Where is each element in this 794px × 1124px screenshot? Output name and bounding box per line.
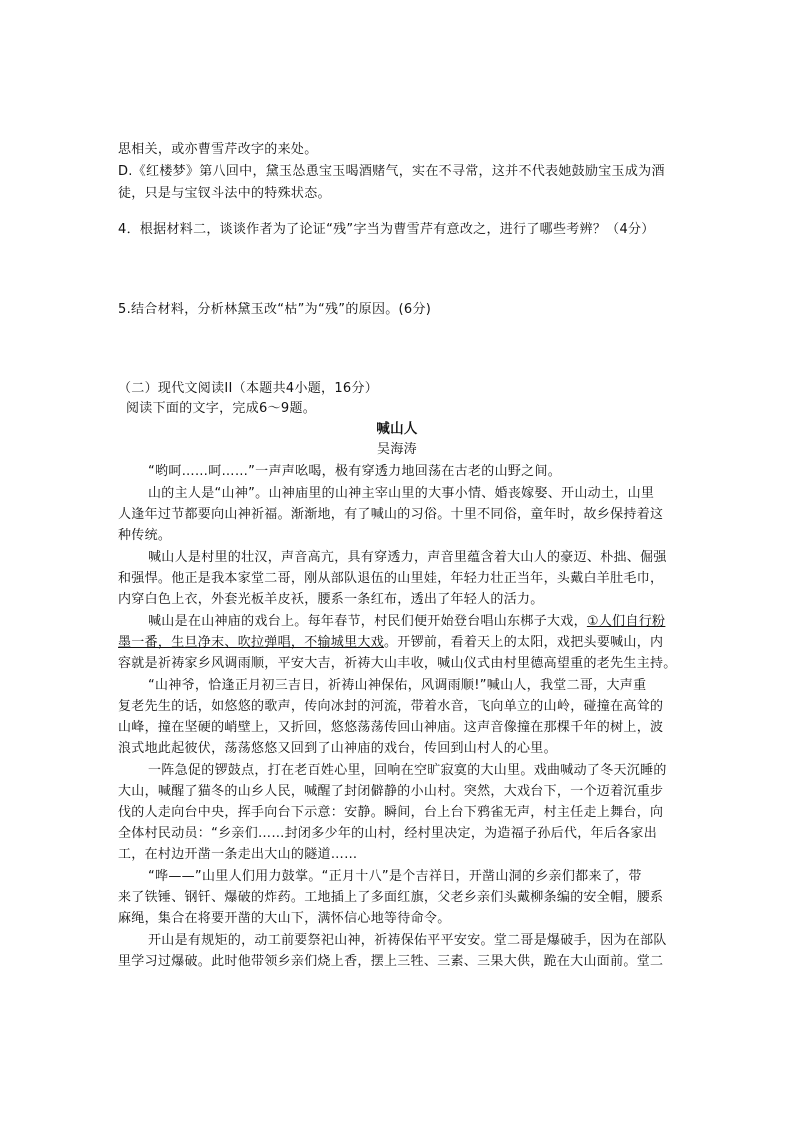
section-instruction: 阅读下面的文字，完成6～9题。	[126, 401, 317, 416]
paragraph-3-line: 和强悍。他正是我本家堂二哥，刚从部队退伍的山里娃，年轻力壮正当年，头戴白羊肚毛巾，	[118, 571, 664, 586]
q3-option-d-line-1: D.《红楼梦》第八回中，黛玉怂恿宝玉喝酒赌气，实在不寻常，这并不代表她鼓励宝玉成为酒	[118, 164, 665, 179]
q3-option-d-line-2: 徒，只是与宝钗斗法中的特殊状态。	[118, 186, 331, 201]
paragraph-2-line: 种传统。	[118, 528, 172, 543]
paragraph-2-line: 人逢年过节都要向山神祈福。渐渐地，有了喊山的习俗。十里不同俗，童年时，故乡保持着这	[118, 507, 664, 522]
paragraph-6-line: 工，在村边开凿一条走出大山的隧道……	[118, 847, 358, 862]
paragraph-8-line: 开山是有规矩的，动工前要祭祀山神，祈祷保佑平平安安。堂二哥是爆破手，因为在部队	[148, 933, 667, 948]
paragraph-6-line: 大山，喊醒了猫冬的山乡人民，喊醒了封闭僻静的小山村。突然，大戏台下，一个迈着沉重步	[118, 784, 664, 799]
underlined-sentence-1: ①人们自行粉	[586, 614, 666, 629]
paragraph-5-line: 山峰，撞在坚硬的峭壁上，又折回，悠悠荡荡传回山神庙。这声音像撞在那棵千年的树上，波	[118, 720, 664, 735]
article-author: 吴海涛	[377, 442, 417, 457]
q3-option-c-tail: 思相关，或亦曹雪芹改字的来处。	[118, 142, 318, 157]
section-heading: （二）现代文阅读II（本题共4小题，16分）	[118, 381, 379, 396]
paragraph-8-line: 里学习过爆破。此时他带领乡亲们烧上香，摆上三牲、三素、三果大供，跪在大山面前。堂二	[118, 954, 664, 969]
paragraph-5-line: 浪式地此起彼伏，荡荡悠悠又回到了山神庙的戏台，传回到山村人的心里。	[118, 741, 557, 756]
paragraph-3-line: 内穿白色上衣，外套光板羊皮袄，腰系一条红布，透出了年轻人的活力。	[118, 592, 544, 607]
paragraph-5-line: “山神爷，恰逢正月初三吉日，祈祷山神保佑，风调雨顺!”喊山人，我堂二哥，大声重	[148, 678, 647, 693]
question-4: 4．根据材料二，谈谈作者为了论证“残”字当为曹雪芹有意改之，进行了哪些考辨？（4分）	[118, 222, 655, 237]
paragraph-7-line: 来了铁锤、钢钎、爆破的炸药。工地插上了多面红旗，父老乡亲们头戴柳条编的安全帽，腰系	[118, 890, 664, 905]
paragraph-4-line	[148, 613, 665, 631]
article-title: 喊山人	[376, 421, 418, 437]
paragraph-4-line: 容就是祈祷家乡风调雨顺，平安大吉，祈祷大山丰收，喊山仪式由村里德高望重的老先生主持。	[118, 656, 677, 671]
paragraph-1: “哟呵……呵……”一声声吆喝，极有穿透力地回荡在古老的山野之间。	[148, 464, 562, 479]
underlined-sentence-1: 墨一番，生旦净末、吹拉弹唱，不输城里大戏	[118, 635, 385, 650]
paragraph-6-line: 一阵急促的锣鼓点，打在老百姓心里，回响在空旷寂寞的大山里。戏曲喊动了冬天沉睡的	[148, 763, 667, 778]
question-5: 5.结合材料，分析林黛玉改“枯”为“残”的原因。(6分)	[118, 302, 432, 317]
paragraph-2-line: 山的主人是“山神”。山神庙里的山神主宰山里的大事小情、婚丧嫁娶、开山动土，山里	[148, 486, 655, 501]
paragraph-6-line: 全体村民动员：“乡亲们……封闭多少年的山村，经村里决定，为造福子孙后代，年后各家出	[118, 826, 658, 841]
paragraph-4-line	[118, 634, 663, 652]
paragraph-4-text: 。开锣前，看着天上的太阳，戏把头要喊山，内	[384, 635, 664, 650]
paragraph-6-line: 伐的人走向台中央，挥手向台下示意：安静。瞬间，台上台下鸦雀无声，村主任走上舞台，向	[118, 805, 664, 820]
paragraph-3-line: 喊山人是村里的壮汉，声音高亢，具有穿透力，声音里蕴含着大山人的豪迈、朴拙、倔强	[148, 550, 667, 565]
paragraph-4-text: 喊山是在山神庙的戏台上。每年春节，村民们便开始登台唱山东梆子大戏，	[148, 614, 587, 629]
paragraph-7-line: 麻绳，集合在将要开凿的大山下，满怀信心地等待命令。	[118, 911, 451, 926]
paragraph-5-line: 复老先生的话，如悠悠的歌声，传向冰封的河流，带着水音，飞向单立的山岭，碰撞在高耸的	[118, 699, 664, 714]
paragraph-7-line: “哗——”山里人们用力鼓掌。“正月十八”是个吉祥日，开凿山洞的乡亲们都来了，带	[148, 869, 642, 884]
